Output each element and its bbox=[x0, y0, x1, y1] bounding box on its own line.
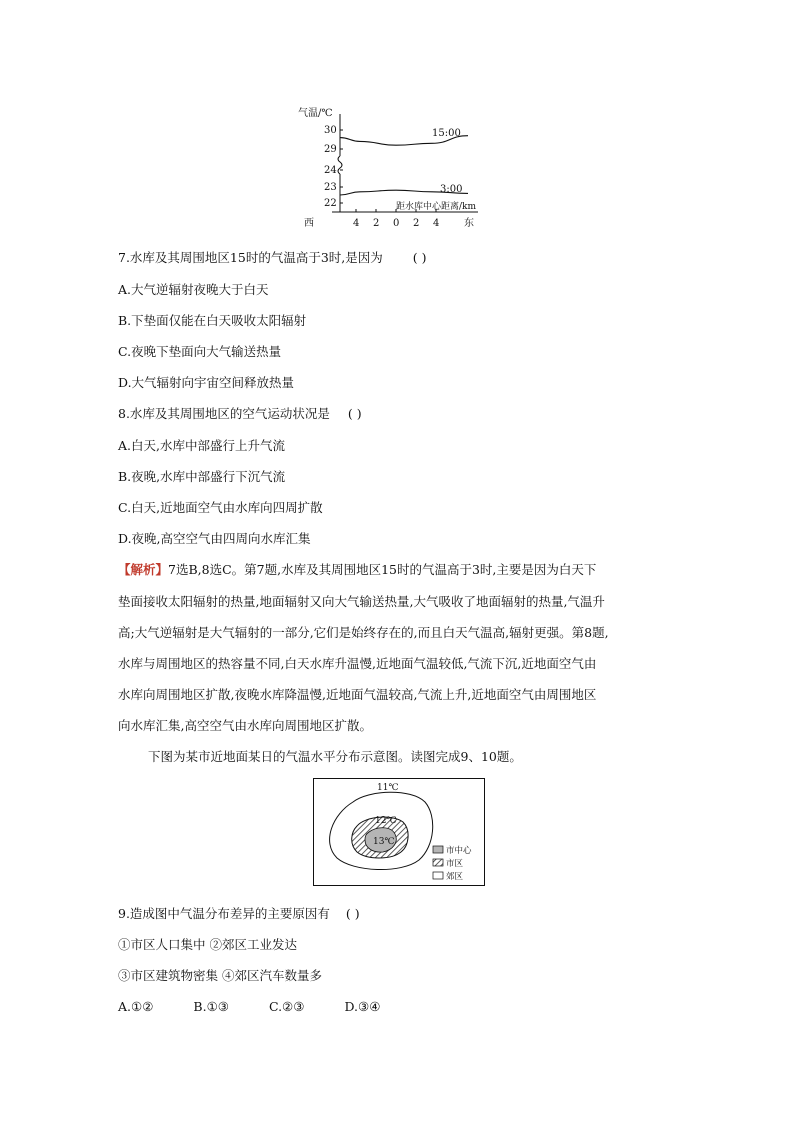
x-axis-label: 距水库中心距离/km bbox=[396, 202, 477, 212]
q7-stem bbox=[118, 250, 426, 266]
analysis-line-3: 高;大气逆辐射是大气辐射的一部分,它们是始终存在的,而且白天气温高,辐射更强。第8题, bbox=[118, 625, 609, 640]
q8-stem-text: 8.水库及其周围地区的空气运动状况是 bbox=[118, 406, 330, 421]
isotherm-map bbox=[313, 778, 485, 886]
q7-option-d[interactable]: D.大气辐射向宇宙空间释放热量 bbox=[118, 375, 295, 390]
analysis-line-4: 水库与周围地区的热容量不同,白天水库升温慢,近地面气温较低,气流下沉,近地面空气由 bbox=[118, 656, 597, 671]
q9-option-a[interactable]: A.①② bbox=[118, 999, 154, 1014]
y-tick-label: 23 bbox=[324, 182, 337, 193]
q9-line-1: ①市区人口集中 ②郊区工业发达 bbox=[118, 937, 297, 952]
q9-option-c[interactable]: C.②③ bbox=[268, 999, 305, 1014]
analysis-line-6: 向水库汇集,高空空气由水库向周围地区扩散。 bbox=[118, 718, 372, 733]
x-tick-label: 2 bbox=[373, 218, 380, 229]
q7-blank[interactable]: ( ) bbox=[412, 250, 427, 265]
y-tick-label: 24 bbox=[324, 165, 337, 176]
q9-stem-text: 9.造成图中气温分布差异的主要原因有 bbox=[118, 906, 330, 921]
x-east-label: 东 bbox=[464, 218, 474, 229]
x-tick-label: 2 bbox=[413, 218, 420, 229]
q9-option-b[interactable]: B.①③ bbox=[193, 999, 229, 1014]
q9-option-d[interactable]: D.③④ bbox=[344, 999, 381, 1014]
q8-stem bbox=[118, 406, 362, 422]
y-tick-label: 29 bbox=[324, 144, 337, 155]
q8-blank[interactable]: ( ) bbox=[347, 406, 362, 421]
legend-label-city-center: 市中心 bbox=[446, 846, 472, 856]
curve-1500-label: 15:00 bbox=[432, 128, 461, 139]
q8-option-c[interactable]: C.白天,近地面空气由水库向四周扩散 bbox=[118, 500, 323, 515]
y-tick-label: 22 bbox=[324, 198, 337, 209]
curve-300-label: 3:00 bbox=[440, 184, 463, 195]
intro-text: 下图为某市近地面某日的气温水平分布示意图。读图完成9、10题。 bbox=[148, 749, 522, 764]
legend-label-urban: 市区 bbox=[446, 859, 464, 869]
analysis-tag: 【解析】 bbox=[118, 562, 169, 577]
y-axis-break bbox=[338, 156, 342, 174]
analysis-text-1: 7选B,8选C。第7题,水库及其周围地区15时的气温高于3时,主要是因为白天下 bbox=[168, 562, 597, 577]
q7-option-c[interactable]: C.夜晚下垫面向大气输送热量 bbox=[118, 344, 282, 359]
q9-blank[interactable]: ( ) bbox=[345, 906, 360, 921]
q9-options bbox=[118, 999, 416, 1015]
x-west-label: 西 bbox=[304, 218, 314, 229]
analysis-line-5: 水库向周围地区扩散,夜晚水库降温慢,近地面气温较高,气流上升,近地面空气由周围地区 bbox=[118, 687, 597, 702]
q7-option-b[interactable]: B.下垫面仅能在白天吸收太阳辐射 bbox=[118, 313, 307, 328]
legend-swatch-city-center bbox=[433, 846, 443, 853]
y-tick-label: 30 bbox=[324, 125, 337, 136]
x-tick-label: 0 bbox=[393, 218, 400, 229]
legend-swatch-suburb bbox=[433, 872, 443, 879]
isotherm-13-label: 13℃ bbox=[373, 837, 395, 847]
temperature-distance-chart bbox=[292, 100, 492, 232]
x-tick-label: 4 bbox=[353, 218, 360, 229]
q7-stem-text: 7.水库及其周围地区15时的气温高于3时,是因为 bbox=[118, 250, 383, 265]
isotherm-11-label: 11℃ bbox=[377, 783, 399, 793]
q9-stem bbox=[118, 906, 360, 922]
q8-option-d[interactable]: D.夜晚,高空空气由四周向水库汇集 bbox=[118, 531, 311, 546]
y-axis-label: 气温/℃ bbox=[298, 108, 333, 119]
q8-option-b[interactable]: B.夜晚,水库中部盛行下沉气流 bbox=[118, 469, 286, 484]
x-tick-label: 4 bbox=[433, 218, 440, 229]
legend-swatch-urban bbox=[433, 859, 443, 866]
legend-label-suburb: 郊区 bbox=[446, 872, 464, 882]
isotherm-12-label: 12℃ bbox=[375, 816, 397, 826]
analysis-line-2: 垫面接收太阳辐射的热量,地面辐射又向大气输送热量,大气吸收了地面辐射的热量,气温升 bbox=[118, 594, 605, 609]
q9-line-2: ③市区建筑物密集 ④郊区汽车数量多 bbox=[118, 968, 322, 983]
analysis-line-1 bbox=[118, 562, 678, 578]
q7-option-a[interactable]: A.大气逆辐射夜晚大于白天 bbox=[118, 282, 269, 297]
q8-option-a[interactable]: A.白天,水库中部盛行上升气流 bbox=[118, 438, 285, 453]
